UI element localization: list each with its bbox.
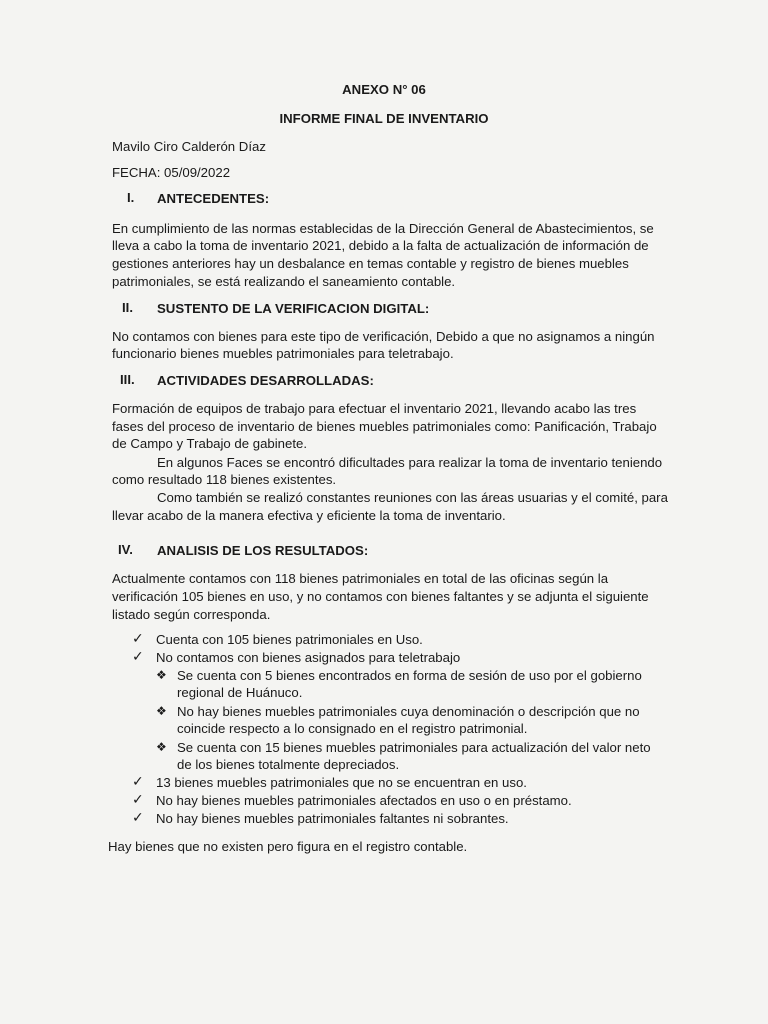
author-name: Mavilo Ciro Calderón Díaz [112, 139, 266, 154]
check-icon: ✓ [132, 791, 144, 807]
diamond-bullet-icon: ❖ [156, 704, 167, 718]
section-1-numeral: I. [127, 190, 135, 205]
section-3-line: como resultado 118 bienes existentes. [112, 472, 337, 487]
section-2-line: No contamos con bienes para este tipo de verificación, Debido a que no asignamos a ningún [112, 329, 655, 344]
section-1-line: lleva a cabo la toma de inventario 2021, debido a la falta de actualización de información de [112, 238, 649, 253]
section-1-line: En cumplimiento de las normas establecidas de la Dirección General de Abastecimientos, se [112, 221, 654, 236]
section-3-heading: ACTIVIDADES DESARROLLADAS: [157, 373, 374, 388]
checklist-item: Cuenta con 105 bienes patrimoniales en Uso. [156, 632, 423, 647]
checklist-item: No hay bienes muebles patrimoniales faltantes ni sobrantes. [156, 811, 509, 826]
subitem-line: coincide respecto a lo consignado en el registro patrimonial. [177, 721, 528, 736]
section-4-line: verificación 105 bienes en uso, y no contamos con bienes faltantes y se adjunta el siguiente [112, 589, 649, 604]
subitem-line: de los bienes totalmente depreciados. [177, 757, 400, 772]
section-3-line: de Campo y Trabajo de gabinete. [112, 436, 308, 451]
section-1-heading: ANTECEDENTES: [157, 191, 270, 206]
section-1-line: gestiones anteriores hay un desbalance en temas contable y registro de bienes muebles [112, 256, 629, 271]
check-icon: ✓ [132, 630, 144, 646]
closing-statement: Hay bienes que no existen pero figura en el registro contable. [108, 839, 468, 854]
section-2-numeral: II. [122, 300, 133, 315]
section-4-numeral: IV. [118, 542, 133, 557]
section-2-line: funcionario bienes muebles patrimoniales para teletrabajo. [112, 346, 454, 361]
check-icon: ✓ [132, 648, 144, 664]
section-4-line: listado según corresponda. [112, 607, 271, 622]
diamond-bullet-icon: ❖ [156, 668, 167, 682]
section-3-numeral: III. [120, 372, 135, 387]
report-date: FECHA: 05/09/2022 [112, 165, 231, 180]
subitem-line: No hay bienes muebles patrimoniales cuya denominación o descripción que no [177, 704, 640, 719]
checklist-item: 13 bienes muebles patrimoniales que no se encuentran en uso. [156, 775, 527, 790]
checklist-item: No contamos con bienes asignados para teletrabajo [156, 650, 461, 665]
subitem-line: Se cuenta con 5 bienes encontrados en forma de sesión de uso por el gobierno [177, 668, 642, 683]
section-3-line: En algunos Faces se encontró dificultades para realizar la toma de inventario teniendo [157, 455, 663, 470]
section-1-line: patrimoniales, se está realizando el saneamiento contable. [112, 274, 456, 289]
section-4-heading: ANALISIS DE LOS RESULTADOS: [157, 543, 369, 558]
subitem-line: regional de Huánuco. [177, 685, 303, 700]
subitem-line: Se cuenta con 15 bienes muebles patrimoniales para actualización del valor neto [177, 740, 651, 755]
annex-number: ANEXO N° 06 [342, 82, 426, 97]
section-2-heading: SUSTENTO DE LA VERIFICACION DIGITAL: [157, 301, 430, 316]
check-icon: ✓ [132, 809, 144, 825]
section-3-line: Como también se realizó constantes reuniones con las áreas usuarias y el comité, para [157, 490, 668, 505]
section-4-line: Actualmente contamos con 118 bienes patrimoniales en total de las oficinas según la [112, 571, 609, 586]
section-3-line: llevar acabo de la manera efectiva y eficiente la toma de inventario. [112, 508, 506, 523]
diamond-bullet-icon: ❖ [156, 740, 167, 754]
section-3-line: fases del proceso de inventario de bienes muebles patrimoniales como: Panificación, Trabajo [112, 419, 657, 434]
check-icon: ✓ [132, 773, 144, 789]
section-3-line: Formación de equipos de trabajo para efectuar el inventario 2021, llevando acabo las tres [112, 401, 637, 416]
checklist-item: No hay bienes muebles patrimoniales afectados en uso o en préstamo. [156, 793, 572, 808]
report-title: INFORME FINAL DE INVENTARIO [279, 111, 489, 126]
